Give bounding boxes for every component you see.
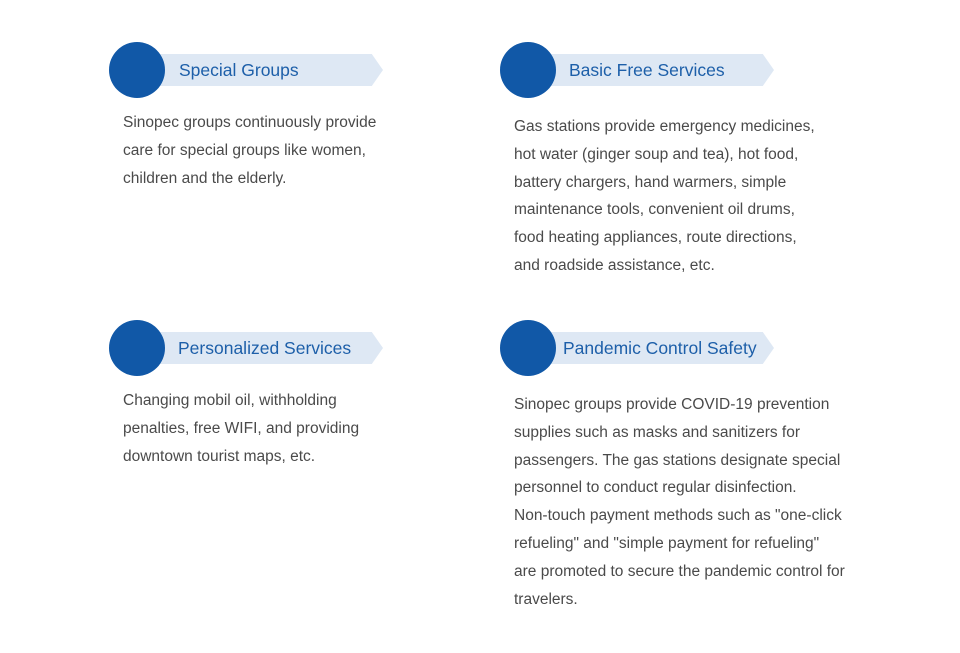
description-line: are promoted to secure the pandemic control for: [514, 562, 845, 580]
description-line: and roadside assistance, etc.: [514, 256, 715, 274]
card-header: [109, 42, 389, 98]
card-title: Special Groups: [179, 60, 299, 80]
circle-icon: [109, 42, 165, 98]
circle-icon: [500, 42, 556, 98]
description-line: care for special groups like women,: [123, 141, 366, 159]
description-line: Sinopec groups provide COVID-19 prevention: [514, 396, 830, 413]
card-description: [514, 113, 815, 280]
description-line: passengers. The gas stations designate special: [514, 451, 841, 469]
card-header: [109, 320, 389, 376]
card-title: Personalized Services: [178, 338, 352, 358]
description-line: children and the elderly.: [123, 169, 287, 187]
card-header: [500, 320, 780, 376]
description-line: supplies such as masks and sanitizers for: [514, 423, 801, 441]
description-line: maintenance tools, convenient oil drums,: [514, 201, 795, 219]
description-line: Gas stations provide emergency medicines,: [514, 118, 815, 135]
card-description: [123, 387, 359, 470]
card-header: [500, 42, 780, 98]
description-line: battery chargers, hand warmers, simple: [514, 173, 787, 191]
description-line: personnel to conduct regular disinfection.: [514, 479, 797, 497]
circle-icon: [109, 320, 165, 376]
card-description: [514, 391, 845, 613]
description-line: travelers.: [514, 590, 578, 608]
card-title: Pandemic Control Safety: [563, 338, 757, 358]
card-description: [123, 109, 376, 192]
circle-icon: [500, 320, 556, 376]
description-line: food heating appliances, route directions,: [514, 229, 797, 247]
description-line: Changing mobil oil, withholding: [123, 392, 337, 409]
description-line: Sinopec groups continuously provide: [123, 114, 377, 131]
description-line: Non-touch payment methods such as "one-click: [514, 507, 842, 525]
card-title: Basic Free Services: [569, 60, 725, 80]
description-line: hot water (ginger soup and tea), hot food,: [514, 145, 799, 163]
description-line: refueling" and "simple payment for refueling": [514, 534, 820, 552]
description-line: penalties, free WIFI, and providing: [123, 419, 360, 437]
description-line: downtown tourist maps, etc.: [123, 447, 316, 465]
